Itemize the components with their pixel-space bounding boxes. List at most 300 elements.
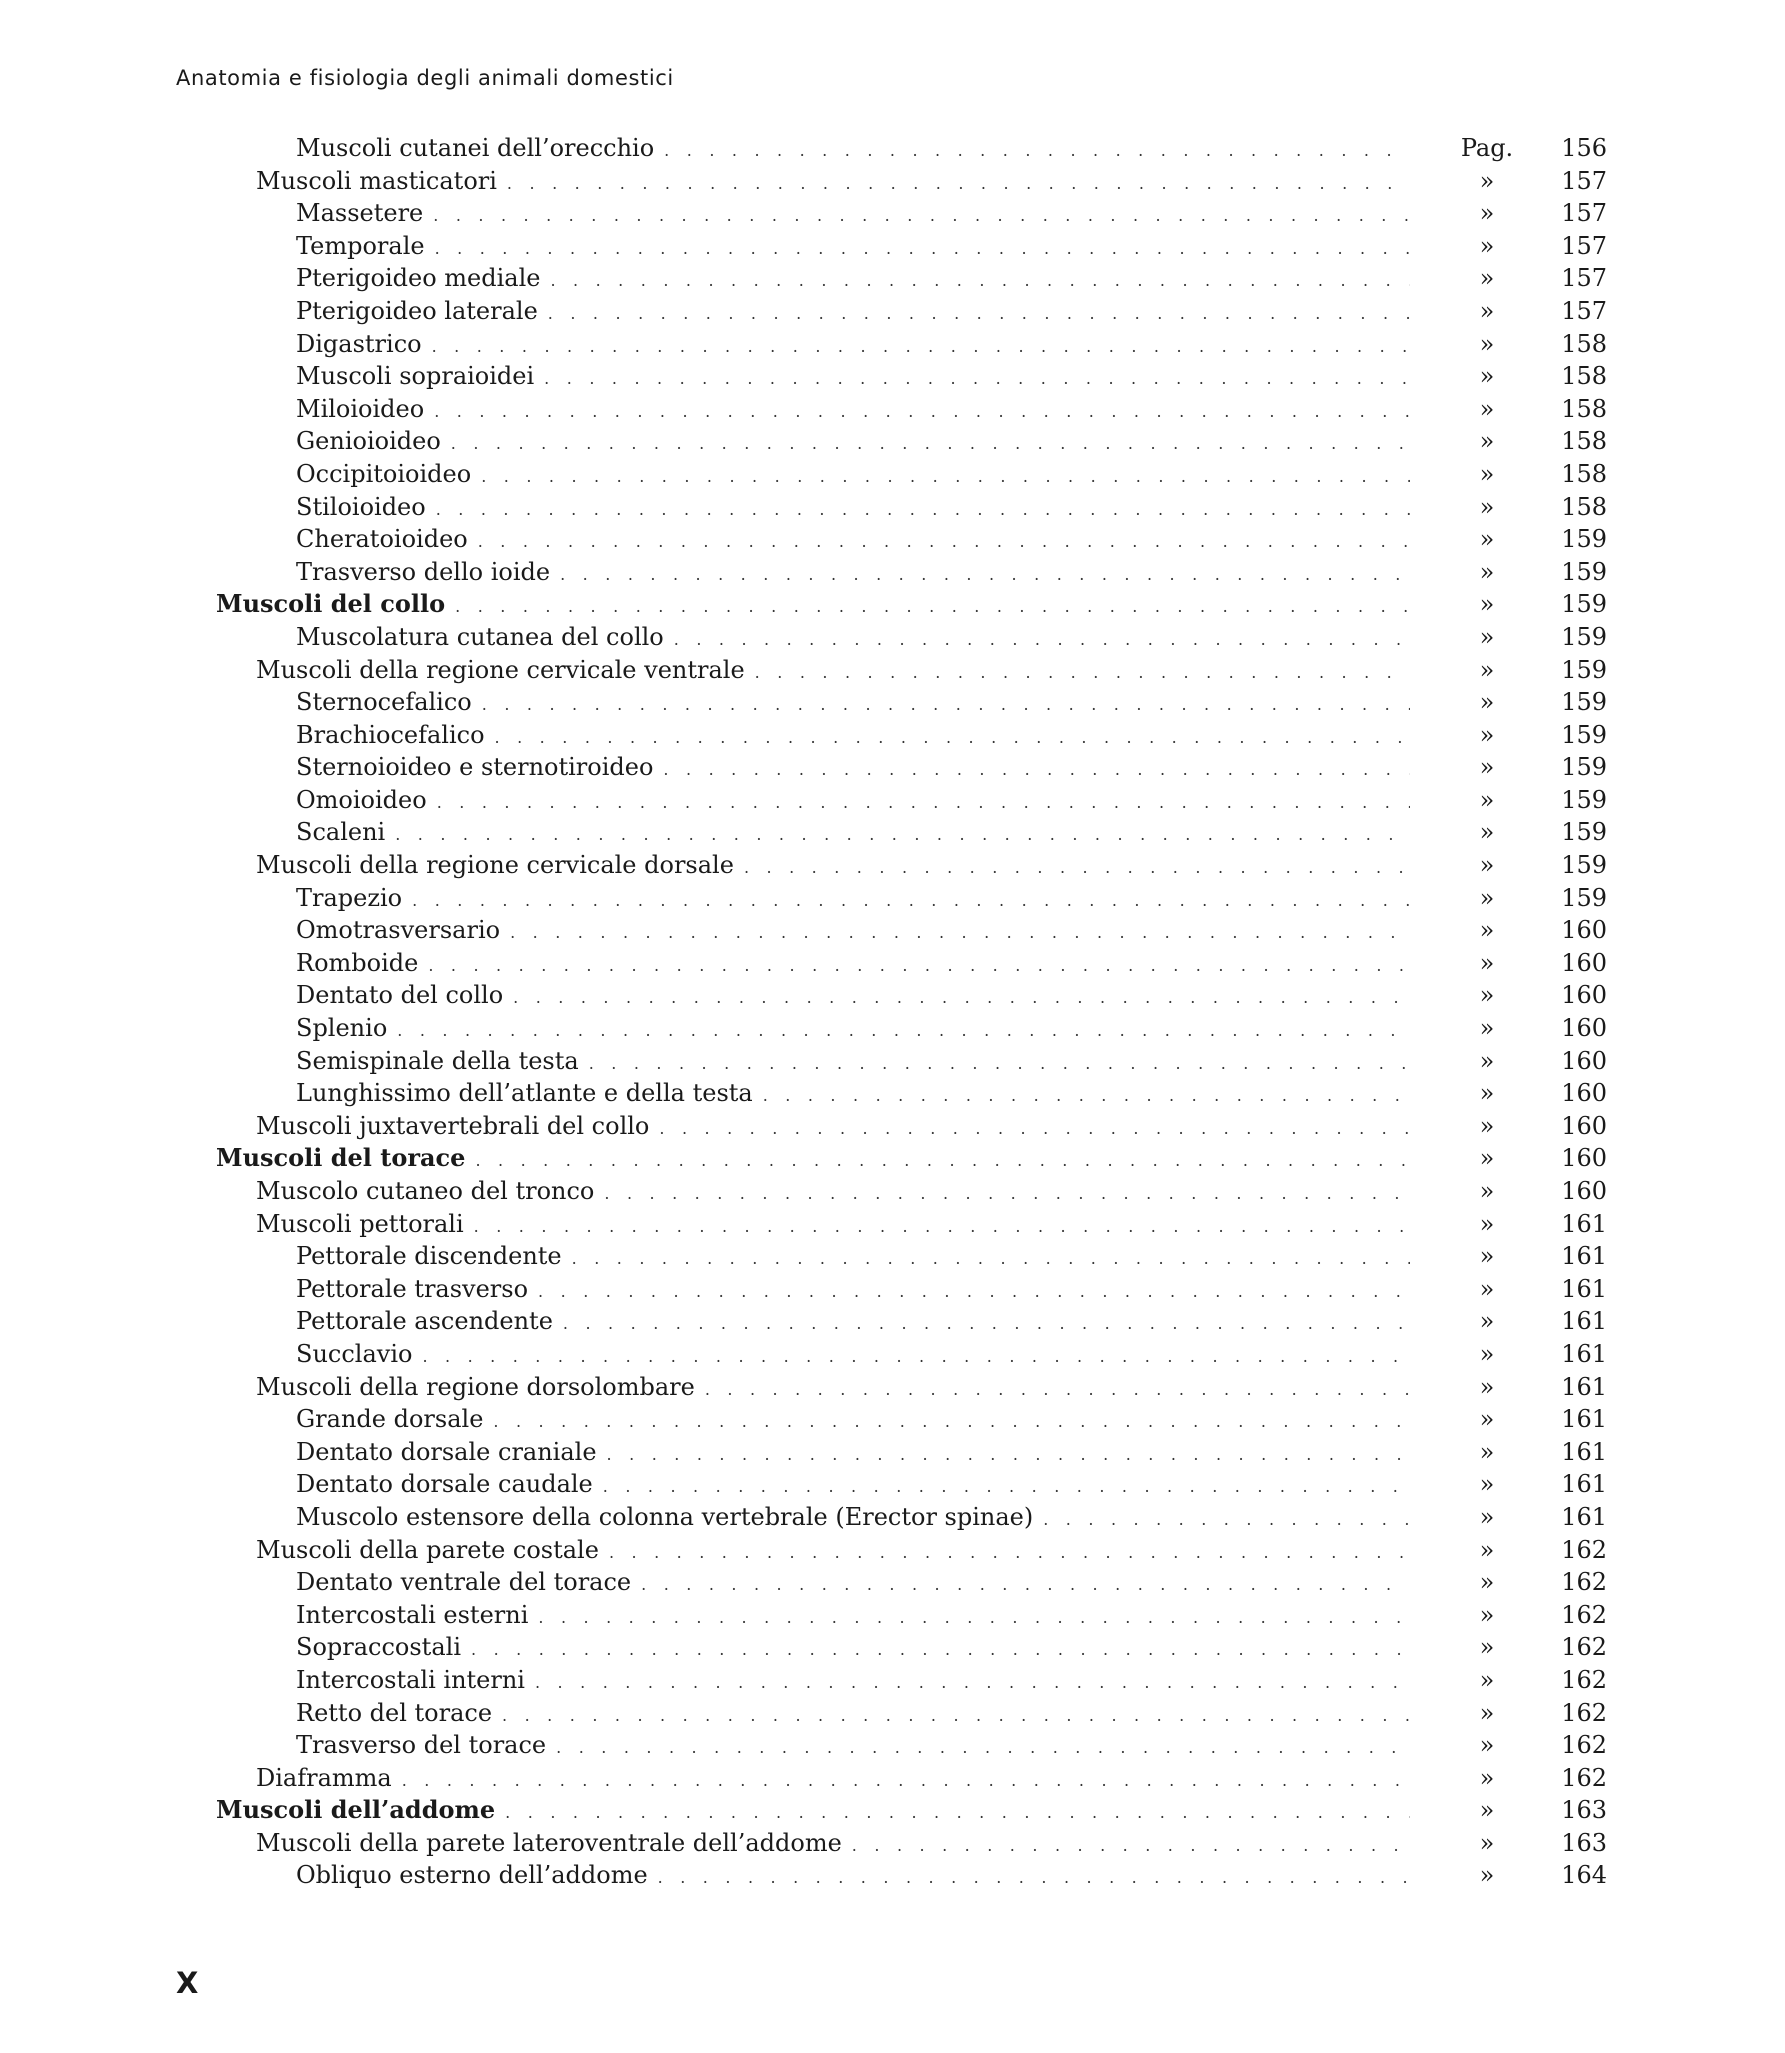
toc-entry-title-wrap (296, 1240, 1410, 1275)
page-number: 159 (1561, 557, 1607, 586)
toc-entry-title: Semispinale della testa (296, 1045, 589, 1077)
dot-leader (544, 363, 1410, 395)
toc-entry-title: Pettorale discendente (296, 1240, 572, 1272)
page-prefix: » (1479, 1014, 1495, 1043)
page-number: 162 (1561, 1535, 1607, 1564)
toc-entry-title: Muscoli cutanei dell’orecchio (296, 132, 664, 164)
toc-entry-title-wrap (296, 816, 1410, 851)
toc-entry-title-wrap (296, 197, 1410, 232)
page-prefix: » (1479, 329, 1495, 358)
page-prefix: » (1479, 1502, 1495, 1531)
toc-entry-title-wrap (296, 1729, 1410, 1764)
toc-entry-title-wrap (256, 654, 1410, 689)
page-number: 159 (1561, 655, 1607, 684)
page-prefix: » (1479, 688, 1495, 717)
page-prefix: » (1479, 753, 1495, 782)
dot-leader (481, 461, 1410, 493)
page-number: 160 (1561, 1014, 1607, 1043)
toc-entry[interactable] (0, 1305, 1785, 1338)
toc-entry[interactable] (0, 165, 1785, 198)
toc-entry[interactable] (0, 1045, 1785, 1078)
toc-entry-title: Digastrico (296, 328, 432, 360)
dot-leader (560, 559, 1410, 591)
dot-leader (412, 885, 1410, 917)
page-number: 163 (1561, 1796, 1607, 1825)
page-number: 159 (1561, 753, 1607, 782)
page-prefix: » (1479, 1665, 1495, 1694)
toc-entry[interactable] (0, 784, 1785, 817)
toc-entry[interactable] (0, 621, 1785, 654)
dot-leader (437, 787, 1410, 819)
toc-entry-title-wrap (256, 1175, 1410, 1210)
dot-leader (451, 428, 1410, 460)
toc-entry[interactable] (0, 1468, 1785, 1501)
toc-entry[interactable] (0, 1012, 1785, 1045)
dot-leader (852, 1830, 1410, 1862)
page-number: 162 (1561, 1698, 1607, 1727)
toc-entry-title: Sopraccostali (296, 1631, 471, 1663)
page-prefix: » (1479, 1437, 1495, 1466)
toc-entry[interactable] (0, 914, 1785, 947)
page-prefix: » (1479, 916, 1495, 945)
toc-entry-title-wrap (216, 1794, 1410, 1829)
toc-entry[interactable] (0, 1501, 1785, 1534)
dot-leader (744, 852, 1410, 884)
dot-leader (402, 1765, 1410, 1797)
toc-entry-title-wrap (256, 849, 1410, 884)
toc-entry-title: Muscoli della parete lateroventrale dell’addome (256, 1827, 852, 1859)
dot-leader (705, 1374, 1410, 1406)
toc-entry-title-wrap (256, 1208, 1410, 1243)
toc-entry-title-wrap (296, 1566, 1410, 1601)
dot-leader (609, 1537, 1410, 1569)
page-prefix: » (1479, 981, 1495, 1010)
toc-entry-title-wrap (296, 882, 1410, 917)
page-number: 160 (1561, 1079, 1607, 1108)
toc-entry[interactable] (0, 751, 1785, 784)
toc-entry-title: Occipitoioideo (296, 458, 481, 490)
page-number: 164 (1561, 1861, 1607, 1890)
toc-entry[interactable] (0, 1794, 1785, 1827)
toc-entry-title: Scaleni (296, 816, 395, 848)
toc-entry[interactable] (0, 393, 1785, 426)
page-number: 158 (1561, 362, 1607, 391)
dot-leader (493, 1406, 1410, 1438)
page-number: 159 (1561, 883, 1607, 912)
toc-entry-title: Romboide (296, 947, 428, 979)
page-prefix: » (1479, 362, 1495, 391)
toc-entry-title: Omotrasversario (296, 914, 510, 946)
toc-entry[interactable] (0, 1827, 1785, 1860)
toc-entry-title: Pterigoideo laterale (296, 295, 548, 327)
toc-entry-title: Dentato del collo (296, 979, 513, 1011)
dot-leader (475, 1145, 1410, 1177)
page-prefix: » (1479, 1079, 1495, 1108)
page-number: 159 (1561, 590, 1607, 619)
toc-entry-title: Omoioideo (296, 784, 437, 816)
toc-entry-title: Sternocefalico (296, 686, 482, 718)
toc-entry-title-wrap (296, 1631, 1410, 1666)
toc-entry-title-wrap (256, 1762, 1410, 1797)
toc-entry-title: Lunghissimo dell’atlante e della testa (296, 1077, 763, 1109)
toc-entry-title-wrap (296, 360, 1410, 395)
toc-entry-title-wrap (296, 230, 1410, 265)
toc-entry-title: Intercostali interni (296, 1664, 535, 1696)
page-number: 159 (1561, 525, 1607, 554)
page-prefix: » (1479, 1209, 1495, 1238)
toc-entry-title-wrap (296, 393, 1410, 428)
dot-leader (755, 657, 1410, 689)
page-number: 157 (1561, 231, 1607, 260)
toc-entry-title-wrap (256, 1110, 1410, 1145)
toc-entry[interactable] (0, 262, 1785, 295)
page-prefix: » (1479, 590, 1495, 619)
toc-entry-title: Muscolo estensore della colonna vertebrale (Erector spinae) (296, 1501, 1043, 1533)
page-prefix: » (1479, 1600, 1495, 1629)
toc-entry-title: Trasverso dello ioide (296, 556, 560, 588)
toc-entry-title-wrap (296, 1664, 1410, 1699)
page-number: 161 (1561, 1307, 1607, 1336)
page-prefix: » (1479, 525, 1495, 554)
dot-leader (432, 331, 1410, 363)
page-prefix: » (1479, 1731, 1495, 1760)
toc-entry-title: Muscoli della parete costale (256, 1534, 609, 1566)
page-prefix: » (1479, 851, 1495, 880)
toc-entry-title-wrap (296, 1697, 1410, 1732)
toc-entry[interactable] (0, 491, 1785, 524)
dot-leader (674, 624, 1410, 656)
dot-leader (663, 754, 1410, 786)
toc-entry-title-wrap (296, 1305, 1410, 1340)
page-prefix: » (1479, 622, 1495, 651)
toc-entry[interactable] (0, 1762, 1785, 1795)
page-prefix: » (1479, 199, 1495, 228)
page-number: 159 (1561, 622, 1607, 651)
toc-entry-title-wrap (256, 1827, 1410, 1862)
page-number: 158 (1561, 492, 1607, 521)
toc-entry-title: Muscoli del collo (216, 588, 455, 620)
page-prefix: » (1479, 1470, 1495, 1499)
page-prefix: » (1479, 1046, 1495, 1075)
dot-leader (607, 1439, 1410, 1471)
dot-leader (482, 689, 1410, 721)
page-number: 156 (1561, 134, 1607, 162)
toc-entry-title-wrap (296, 751, 1410, 786)
dot-leader (455, 591, 1410, 623)
page-number: 161 (1561, 1437, 1607, 1466)
dot-leader (572, 1243, 1410, 1275)
toc-entry[interactable] (0, 1697, 1785, 1730)
dot-leader (1043, 1504, 1410, 1536)
toc-entry-title: Retto del torace (296, 1697, 502, 1729)
toc-entry-title-wrap (296, 1501, 1410, 1536)
page-number: 157 (1561, 199, 1607, 228)
running-header: Anatomia e fisiologia degli animali domestici (176, 66, 674, 90)
page-number: 162 (1561, 1600, 1607, 1629)
dot-leader (664, 135, 1410, 167)
toc-entry-title-wrap (296, 1436, 1410, 1471)
dot-leader (502, 1700, 1410, 1732)
page-folio: X (176, 1966, 199, 2000)
toc-entry-title: Trasverso del torace (296, 1729, 556, 1761)
dot-leader (505, 1797, 1410, 1829)
page-prefix: » (1479, 1339, 1495, 1368)
toc-entry-title: Sternoioideo e sternotiroideo (296, 751, 663, 783)
page-prefix: » (1479, 785, 1495, 814)
toc-entry[interactable] (0, 1208, 1785, 1241)
toc-entry-title-wrap (296, 686, 1410, 721)
toc-entry-title: Muscoli del torace (216, 1142, 475, 1174)
page-number: 158 (1561, 329, 1607, 358)
toc-entry-title: Diaframma (256, 1762, 402, 1794)
toc-entry-title: Muscoli pettorali (256, 1208, 474, 1240)
dot-leader (474, 1211, 1410, 1243)
toc-entry[interactable] (0, 1664, 1785, 1697)
toc-entry-title: Muscoli della regione cervicale ventrale (256, 654, 755, 686)
page-prefix: » (1479, 1633, 1495, 1662)
page-prefix: » (1479, 1111, 1495, 1140)
page-number: 161 (1561, 1502, 1607, 1531)
toc-entry[interactable] (0, 588, 1785, 621)
page-number: 160 (1561, 948, 1607, 977)
toc-entry-title: Pettorale trasverso (296, 1273, 538, 1305)
toc-entry-title: Muscoli juxtavertebrali del collo (256, 1110, 659, 1142)
dot-leader (478, 526, 1410, 558)
toc-entry-title: Intercostali esterni (296, 1599, 538, 1631)
page-prefix: » (1479, 720, 1495, 749)
page-number: 159 (1561, 688, 1607, 717)
toc-entry-title-wrap (296, 1468, 1410, 1503)
page-prefix: » (1479, 655, 1495, 684)
page-number: 158 (1561, 394, 1607, 423)
toc-entry[interactable] (0, 947, 1785, 980)
dot-leader (538, 1602, 1410, 1634)
toc-entry[interactable] (0, 1729, 1785, 1762)
toc-entry-title-wrap (296, 1338, 1410, 1373)
toc-entry[interactable] (0, 1859, 1785, 1892)
page-number: 159 (1561, 851, 1607, 880)
toc-entry-title: Muscoli masticatori (256, 165, 507, 197)
toc-entry-title-wrap (256, 165, 1410, 200)
page-number: 159 (1561, 785, 1607, 814)
toc-entry-title-wrap (216, 1142, 1410, 1177)
dot-leader (397, 1015, 1410, 1047)
dot-leader (563, 1308, 1410, 1340)
toc-entry-title-wrap (296, 523, 1410, 558)
page-prefix: » (1479, 1405, 1495, 1434)
page-prefix: » (1479, 166, 1495, 195)
toc-entry-title: Trapezio (296, 882, 412, 914)
toc-entry[interactable] (0, 230, 1785, 263)
toc-entry[interactable] (0, 1371, 1785, 1404)
toc-entry[interactable] (0, 1273, 1785, 1306)
page-prefix: » (1479, 883, 1495, 912)
dot-leader (556, 1732, 1410, 1764)
dot-leader (535, 1667, 1410, 1699)
dot-leader (550, 265, 1410, 297)
toc-entry[interactable] (0, 1631, 1785, 1664)
dot-leader (422, 1341, 1410, 1373)
page-prefix: » (1479, 394, 1495, 423)
page-number: 161 (1561, 1339, 1607, 1368)
toc-entry[interactable] (0, 458, 1785, 491)
page-prefix: » (1479, 1144, 1495, 1173)
toc-entry-title-wrap (296, 1403, 1410, 1438)
page-prefix: » (1479, 427, 1495, 456)
toc-entry-title-wrap (296, 556, 1410, 591)
toc-entry-title-wrap (296, 132, 1410, 167)
page-number: 161 (1561, 1242, 1607, 1271)
toc-entry-title: Splenio (296, 1012, 397, 1044)
toc-entry[interactable] (0, 719, 1785, 752)
toc-entry-title: Stiloioideo (296, 491, 436, 523)
page-number: 163 (1561, 1828, 1607, 1857)
dot-leader (395, 819, 1410, 851)
page-number: 161 (1561, 1274, 1607, 1303)
toc-entry[interactable] (0, 882, 1785, 915)
page-prefix: » (1479, 1861, 1495, 1890)
toc-entry-title: Muscoli della regione cervicale dorsale (256, 849, 744, 881)
page-prefix: » (1479, 459, 1495, 488)
toc-entry-title: Muscoli sopraioidei (296, 360, 544, 392)
toc-entry-title: Cheratoioideo (296, 523, 478, 555)
dot-leader (507, 168, 1410, 200)
page-number: 157 (1561, 264, 1607, 293)
dot-leader (510, 917, 1410, 949)
toc-entry-title: Brachiocefalico (296, 719, 495, 751)
toc-entry[interactable] (0, 686, 1785, 719)
page-number: 160 (1561, 1177, 1607, 1205)
toc-entry[interactable] (0, 1110, 1785, 1143)
toc-entry[interactable] (0, 197, 1785, 230)
dot-leader (433, 200, 1410, 232)
dot-leader (434, 396, 1410, 428)
dot-leader (428, 950, 1410, 982)
dot-leader (436, 494, 1410, 526)
page-number: 160 (1561, 1144, 1607, 1173)
dot-leader (763, 1080, 1410, 1112)
toc-entry[interactable] (0, 1534, 1785, 1567)
toc-entry-title: Dentato dorsale craniale (296, 1436, 607, 1468)
toc-entry[interactable] (0, 523, 1785, 556)
dot-leader (471, 1634, 1410, 1666)
page-number: 159 (1561, 720, 1607, 749)
page-number: 162 (1561, 1731, 1607, 1760)
toc-entry[interactable] (0, 425, 1785, 458)
toc-entry-title: Muscolatura cutanea del collo (296, 621, 674, 653)
page-prefix: » (1479, 231, 1495, 260)
toc-entry-title-wrap (296, 328, 1410, 363)
table-of-contents (0, 132, 1785, 1892)
toc-entry-title-wrap (296, 1859, 1410, 1894)
toc-entry-title: Pettorale ascendente (296, 1305, 563, 1337)
toc-entry[interactable] (0, 1175, 1785, 1208)
page-number: 157 (1561, 296, 1607, 325)
toc-entry[interactable] (0, 360, 1785, 393)
toc-entry-title-wrap (296, 491, 1410, 526)
toc-entry[interactable] (0, 328, 1785, 361)
toc-entry[interactable] (0, 849, 1785, 882)
page-prefix: » (1479, 264, 1495, 293)
toc-entry[interactable] (0, 1142, 1785, 1175)
page-prefix: » (1479, 948, 1495, 977)
page-number: 160 (1561, 981, 1607, 1010)
page-number: 161 (1561, 1372, 1607, 1401)
toc-entry-title-wrap (296, 1045, 1410, 1080)
toc-entry[interactable] (0, 816, 1785, 849)
toc-entry[interactable] (0, 556, 1785, 589)
toc-entry-title: Obliquo esterno dell’addome (296, 1859, 658, 1891)
toc-entry-title-wrap (256, 1371, 1410, 1406)
toc-entry-title-wrap (296, 947, 1410, 982)
toc-entry-title-wrap (296, 914, 1410, 949)
toc-entry-title: Muscoli dell’addome (216, 1794, 505, 1826)
page-prefix: » (1479, 1372, 1495, 1401)
toc-entry-title-wrap (296, 719, 1410, 754)
toc-entry-title-wrap (296, 1273, 1410, 1308)
toc-entry-title: Pterigoideo mediale (296, 262, 550, 294)
page-number: 161 (1561, 1209, 1607, 1238)
toc-entry[interactable] (0, 1566, 1785, 1599)
toc-entry[interactable] (0, 1077, 1785, 1110)
toc-entry-title: Dentato ventrale del torace (296, 1566, 641, 1598)
toc-entry[interactable] (0, 1338, 1785, 1371)
dot-leader (548, 298, 1410, 330)
dot-leader (603, 1471, 1410, 1503)
toc-entry[interactable] (0, 132, 1785, 165)
dot-leader (513, 982, 1410, 1014)
toc-entry-title: Dentato dorsale caudale (296, 1468, 603, 1500)
page-prefix: » (1479, 1242, 1495, 1271)
page-number: 162 (1561, 1568, 1607, 1597)
toc-entry-title-wrap (296, 1077, 1410, 1112)
page-number: 162 (1561, 1633, 1607, 1662)
toc-entry[interactable] (0, 1436, 1785, 1469)
toc-entry-title: Succlavio (296, 1338, 422, 1370)
toc-entry-title: Temporale (296, 230, 435, 262)
toc-entry-title-wrap (296, 458, 1410, 493)
page-prefix: » (1479, 1177, 1495, 1205)
page-prefix: » (1479, 1274, 1495, 1303)
toc-entry[interactable] (0, 1240, 1785, 1273)
page-prefix: » (1479, 1698, 1495, 1727)
toc-entry-title-wrap (296, 621, 1410, 656)
toc-entry-title-wrap (256, 1534, 1410, 1569)
page-prefix: » (1479, 1796, 1495, 1825)
page-prefix: » (1479, 1307, 1495, 1336)
page-prefix: » (1479, 557, 1495, 586)
toc-entry-title-wrap (296, 295, 1410, 330)
toc-entry[interactable] (0, 1599, 1785, 1632)
page-number: 161 (1561, 1405, 1607, 1434)
dot-leader (658, 1862, 1410, 1894)
toc-entry-title: Genioioideo (296, 425, 451, 457)
toc-entry[interactable] (0, 1403, 1785, 1436)
page-number: 161 (1561, 1470, 1607, 1499)
dot-leader (495, 722, 1410, 754)
page-number: 158 (1561, 459, 1607, 488)
toc-entry-title: Muscolo cutaneo del tronco (256, 1175, 604, 1207)
toc-entry-title-wrap (296, 784, 1410, 819)
page-number: 162 (1561, 1763, 1607, 1792)
page-prefix: » (1479, 1568, 1495, 1597)
page-number: 160 (1561, 916, 1607, 945)
toc-entry[interactable] (0, 654, 1785, 687)
toc-entry[interactable] (0, 979, 1785, 1012)
toc-entry[interactable] (0, 295, 1785, 328)
page-number: 160 (1561, 1046, 1607, 1075)
page-number: 160 (1561, 1111, 1607, 1140)
